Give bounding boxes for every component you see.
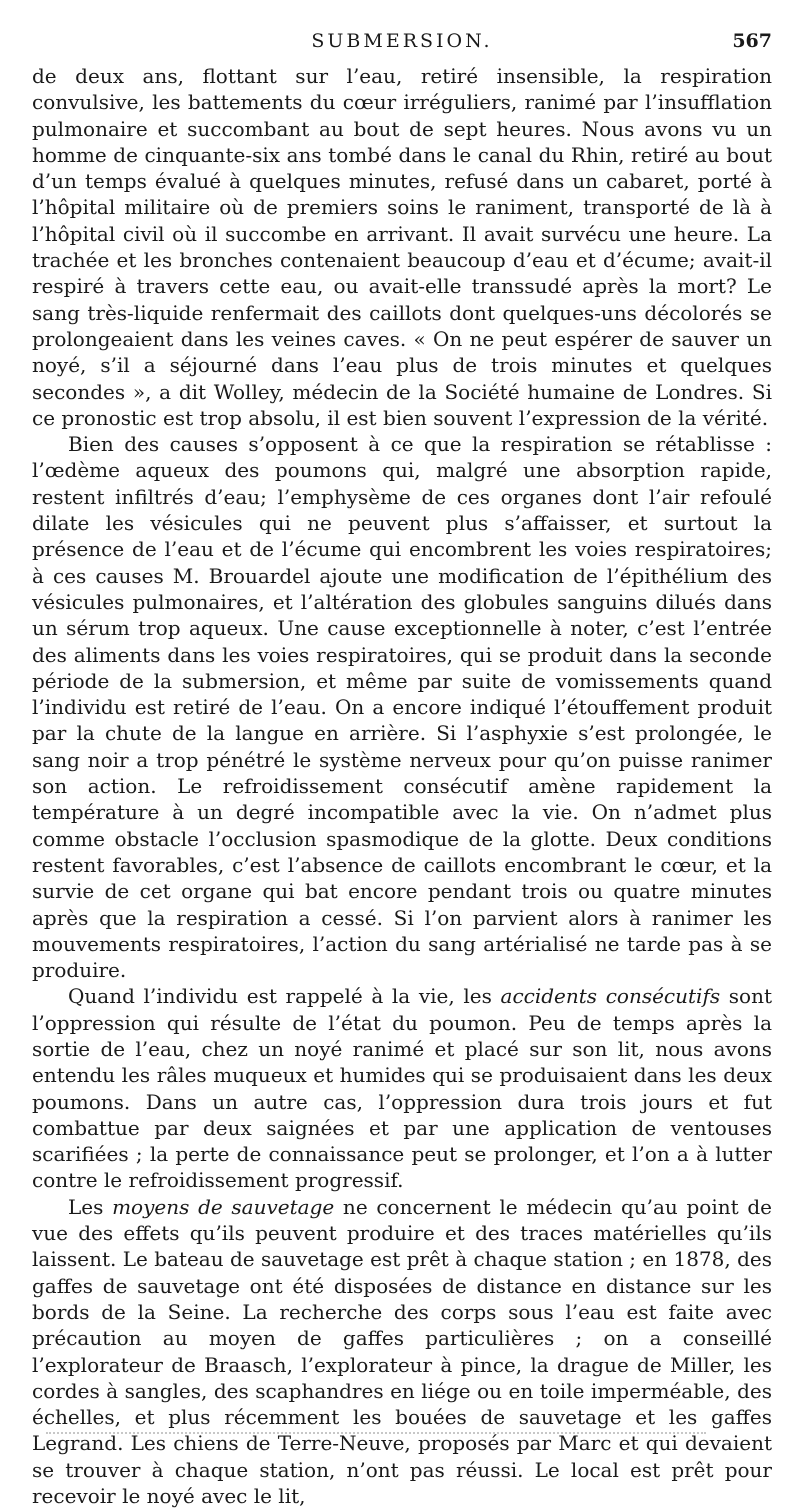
page-number: 567 (732, 30, 772, 52)
paragraph-continuation: de deux ans, flottant sur l’eau, retiré insensible, la respiration convulsive, les battements du cœur irréguliers, ranimé par l’insufflation pulmonaire et succombant au bout de sept heures. Nous avons vu un homme de cinquante-six ans tombé dans le canal du Rhin, retiré au bout d’un temps évalué à quelques minutes, refusé dans un cabaret, porté à l’hôpital militaire où de premiers soins le raniment, transporté de là à l’hôpital civil où il succombe en arrivant. Il avait survécu une heure. La trachée et les bronches contenaient beaucoup d’eau et d’écume; avait-il respiré à travers cette eau, ou avait-elle transsudé après la mort? Le sang très-liquide renfermait des caillots dont quelques-uns décolorés se prolongeaient dans les veines caves. « On ne peut espérer de sauver un noyé, s’il a séjourné dans l’eau plus de trois minutes et quelques secondes », a dit Wolley, médecin de la Société humaine de Londres. Si ce pronostic est trop absolu, il est bien souvent l’expression de la vérité. (32, 64, 772, 430)
paragraph-causes: Bien des causes s’opposent à ce que la respiration se rétablisse : l’œdème aqueux des poumons qui, malgré une absorption rapide, restent infiltrés d’eau; l’emphysème de ces organes dont l’air refoulé dilate les vésicules qui ne peuvent plus s’affaisser, et surtout la présence de l’eau et de l’écume qui encombrent les voies respiratoires; à ces causes M. Brouardel ajoute une modification de l’épithélium des vésicules pulmonaires, et l’altération des globules sanguins dilués dans un sérum trop aqueux. Une cause exceptionnelle à noter, c’est l’entrée des aliments dans les voies respiratoires, qui se produit dans la seconde période de la submersion, et même par suite de vomissements quand l’individu est retiré de l’eau. On a encore indiqué l’étouffement produit par la chute de la langue en arrière. Si l’asphyxie s’est prolongée, le sang noir a trop pénétré le système nerveux pour qu’on puisse ranimer son action. Le refroidissement consécutif amène rapidement la température à un degré incompatible avec la vie. On n’admet plus comme obstacle l’occlusion spasmodique de la glotte. Deux conditions restent favorables, c’est l’absence de caillots encombrant le cœur, et la survie de cet organe qui bat encore pendant trois ou quatre minutes après que la respiration a cessé. Si l’on parvient alors à ranimer les mouvements respiratoires, l’action du sang artérialisé ne tarde pas à se produire. (32, 432, 772, 983)
term-moyens-de-sauvetage: moyens de sauvetage (112, 1194, 335, 1219)
footer-rule (46, 1432, 706, 1434)
paragraph-sauvetage-lead: Les (68, 1194, 113, 1219)
paragraph-accidents (32, 983, 772, 1193)
paragraph-accidents-lead: Quand l’individu est rappelé à la vie, les (68, 984, 501, 1009)
paragraph-sauvetage-rest: ne concernent le médecin qu’au point de vue des effets qu’ils peuvent produire et des traces matérielles qu’ils laissent. Le bateau de sauvetage est prêt à chaque station ; en 1878, des gaffes de sauvetage ont été disposées de distance en distance sur les bords de la Seine. La recherche des corps sous l’eau est faite avec précaution au moyen de gaffes particulières ; on a conseillé l’explorateur de Braasch, l’explorateur à pince, la drague de Miller, les cordes à sangles, des scaphandres en liége ou en toile imperméable, des échelles, et plus récemment les bouées de sauvetage et les gaffes Legrand. Les chiens de Terre-Neuve, proposés par Marc et qui devaient se trouver à chaque station, n’ont pas réussi. Le local est prêt pour recevoir le noyé avec le lit, (32, 1194, 772, 1509)
running-title: SUBMERSION. (311, 30, 493, 52)
body-text (32, 63, 772, 1509)
running-head (32, 30, 772, 60)
term-accidents-consecutifs: accidents consécutifs (500, 984, 721, 1009)
paragraph-sauvetage (32, 1194, 772, 1509)
paragraph-accidents-rest: sont l’oppression qui résulte de l’état du poumon. Peu de temps après la sortie de l’eau, chez un noyé ranimé et placé sur son lit, nous avons entendu les râles muqueux et humides qui se produisaient dans les deux poumons. Dans un autre cas, l’oppression dura trois jours et fut combattue par deux saignées et par une application de ventouses scarifiées ; la perte de connaissance peut se prolonger, et l’on a à lutter contre le refroidissement progressif. (32, 984, 772, 1193)
